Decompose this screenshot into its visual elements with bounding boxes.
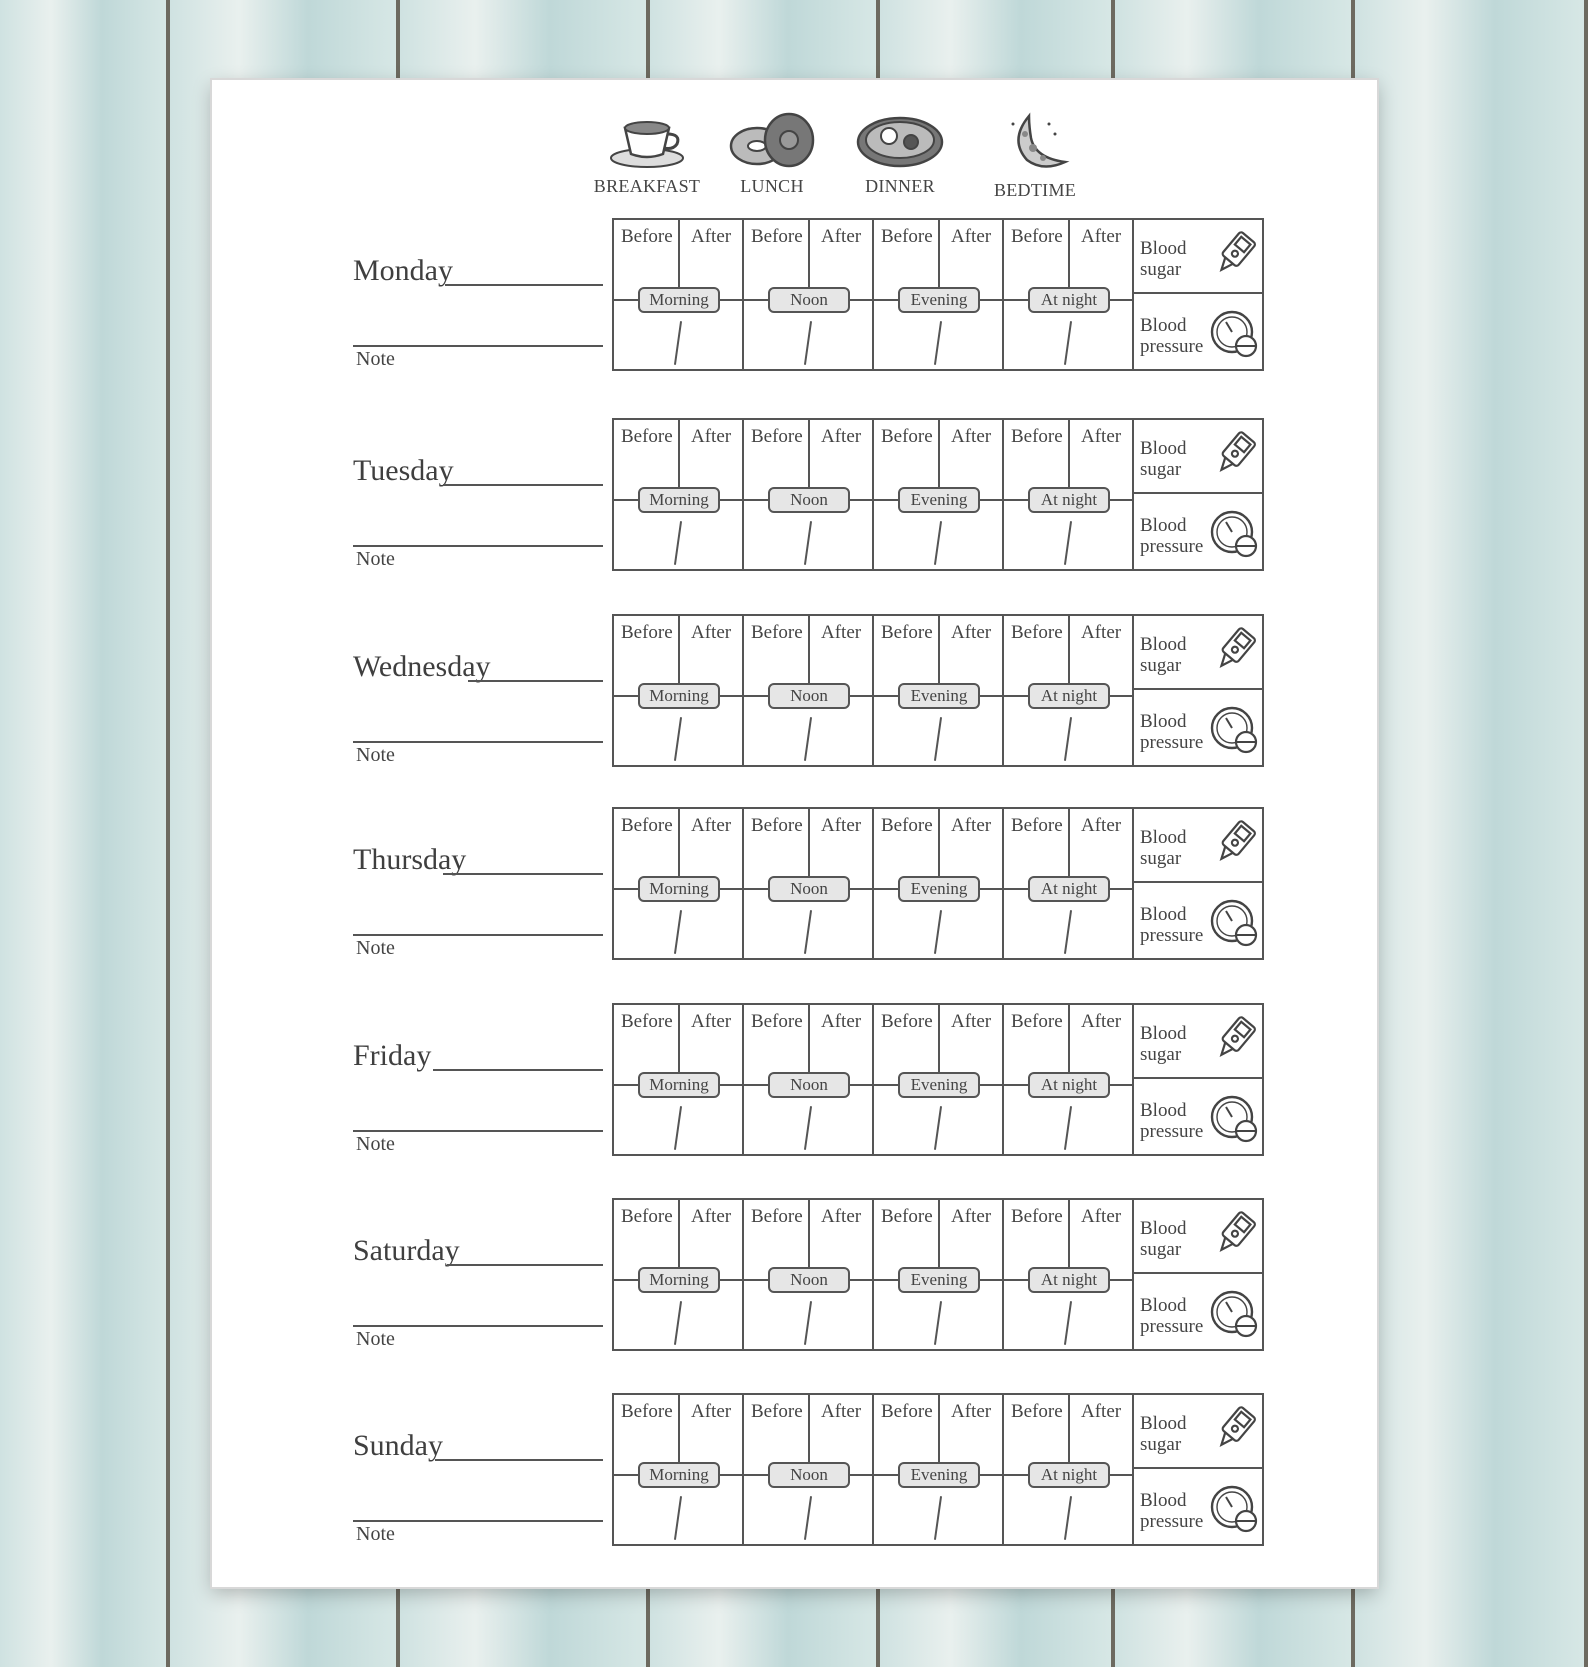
day-name: Tuesday [353,454,454,487]
after-label: After [1081,1011,1122,1032]
time-pill-3: Evening [898,287,980,313]
before-label: Before [1011,1011,1063,1032]
before-label: Before [1011,622,1063,643]
before-label: Before [881,622,933,643]
blood-sugar-label: Blood sugar [1140,1218,1187,1260]
after-label: After [951,1206,992,1227]
time-pill-4: At night [1028,1072,1110,1098]
pressure-gauge-icon [1208,1284,1260,1342]
glucose-meter-icon [1206,624,1260,680]
time-pill-2: Noon [768,1267,850,1293]
after-label: After [821,1011,862,1032]
reading-separator [1064,321,1072,365]
note-write-line[interactable] [353,1325,603,1327]
time-pill-2: Noon [768,287,850,313]
reading-separator [674,321,682,365]
blood-pressure-label: Blood pressure [1140,515,1204,557]
reading-separator [674,717,682,761]
after-label: After [951,815,992,836]
blood-pressure-label: Blood pressure [1140,315,1204,357]
note-label: Note [356,1328,395,1350]
before-label: Before [621,622,673,643]
after-label: After [951,226,992,247]
blood-pressure-label: Blood pressure [1140,1295,1204,1337]
readings-grid [612,807,1264,960]
time-pill-3: Evening [898,1462,980,1488]
pressure-gauge-icon [1208,893,1260,951]
pressure-gauge-icon [1208,1479,1260,1537]
reading-separator [1064,1496,1072,1540]
before-label: Before [751,1206,803,1227]
after-label: After [821,815,862,836]
time-pill-3: Evening [898,1267,980,1293]
before-label: Before [621,1011,673,1032]
day-name: Friday [353,1039,432,1072]
reading-separator [674,1106,682,1150]
blood-pressure-label: Blood pressure [1140,904,1204,946]
reading-separator [804,717,812,761]
before-label: Before [751,226,803,247]
day-name: Monday [353,254,453,287]
meal-bedtime [970,110,1100,201]
day-name: Sunday [353,1429,443,1462]
reading-separator [804,1106,812,1150]
reading-separator [804,910,812,954]
after-label: After [821,426,862,447]
after-label: After [1081,815,1122,836]
time-pill-4: At night [1028,683,1110,709]
time-pill-1: Morning [638,1267,720,1293]
reading-separator [674,1496,682,1540]
meal-header [212,110,1377,220]
reading-separator [674,1301,682,1345]
day-write-line[interactable] [468,680,603,682]
after-label: After [1081,1401,1122,1422]
blood-sugar-label: Blood sugar [1140,238,1187,280]
readings-grid [612,1198,1264,1351]
bagel-icon [727,110,817,170]
pressure-gauge-icon [1208,304,1260,362]
readings-grid [612,418,1264,571]
after-label: After [691,622,732,643]
reading-separator [934,717,942,761]
time-pill-4: At night [1028,1267,1110,1293]
after-label: After [821,226,862,247]
after-label: After [821,622,862,643]
meal-dinner [835,110,965,197]
before-label: Before [881,1206,933,1227]
after-label: After [1081,426,1122,447]
day-write-line[interactable] [443,484,603,486]
time-pill-2: Noon [768,1072,850,1098]
day-write-line[interactable] [435,1459,603,1461]
before-label: Before [621,1206,673,1227]
after-label: After [1081,226,1122,247]
reading-separator [1064,1106,1072,1150]
after-label: After [951,426,992,447]
reading-separator [934,1106,942,1150]
after-label: After [691,426,732,447]
after-label: After [1081,1206,1122,1227]
day-name: Wednesday [353,650,491,683]
meal-breakfast [582,110,712,197]
blood-sugar-label: Blood sugar [1140,1023,1187,1065]
blood-pressure-label: Blood pressure [1140,1490,1204,1532]
before-label: Before [751,426,803,447]
glucose-meter-icon [1206,1403,1260,1459]
plate-icon [855,110,945,170]
reading-separator [934,321,942,365]
day-write-line[interactable] [445,284,603,286]
meal-label: LUNCH [740,176,804,196]
after-label: After [691,1206,732,1227]
reading-separator [934,1496,942,1540]
glucose-meter-icon [1206,228,1260,284]
time-pill-4: At night [1028,1462,1110,1488]
time-pill-1: Morning [638,1072,720,1098]
glucose-meter-icon [1206,428,1260,484]
day-name: Saturday [353,1234,460,1267]
reading-separator [674,521,682,565]
after-label: After [951,1011,992,1032]
reading-separator [674,910,682,954]
time-pill-3: Evening [898,487,980,513]
glucose-meter-icon [1206,1208,1260,1264]
time-pill-1: Morning [638,287,720,313]
meal-label: BEDTIME [993,180,1077,200]
after-label: After [951,1401,992,1422]
blood-pressure-label: Blood pressure [1140,711,1204,753]
blood-sugar-label: Blood sugar [1140,634,1187,676]
time-pill-2: Noon [768,876,850,902]
reading-separator [1064,521,1072,565]
readings-grid [612,1003,1264,1156]
day-row-wednesday [212,614,1377,769]
pressure-gauge-icon [1208,700,1260,758]
day-row-sunday [212,1393,1377,1548]
reading-separator [934,910,942,954]
before-label: Before [1011,426,1063,447]
reading-separator [1064,1301,1072,1345]
reading-separator [804,1301,812,1345]
before-label: Before [881,1011,933,1032]
note-label: Note [356,1133,395,1155]
reading-separator [934,521,942,565]
before-label: Before [621,815,673,836]
before-label: Before [751,1401,803,1422]
before-label: Before [1011,226,1063,247]
after-label: After [691,1011,732,1032]
before-label: Before [751,1011,803,1032]
day-row-thursday [212,807,1377,962]
before-label: Before [881,1401,933,1422]
time-pill-4: At night [1028,487,1110,513]
note-label: Note [356,937,395,959]
reading-separator [804,521,812,565]
day-write-line[interactable] [443,873,603,875]
day-row-friday [212,1003,1377,1158]
pressure-gauge-icon [1208,1089,1260,1147]
note-label: Note [356,1523,395,1545]
after-label: After [691,1401,732,1422]
blood-pressure-label: Blood pressure [1140,1100,1204,1142]
note-write-line[interactable] [353,345,603,347]
reading-separator [1064,910,1072,954]
note-write-line[interactable] [353,741,603,743]
before-label: Before [751,622,803,643]
day-write-line[interactable] [433,1069,603,1071]
meal-lunch [707,110,837,197]
after-label: After [691,815,732,836]
note-label: Note [356,548,395,570]
blood-sugar-label: Blood sugar [1140,438,1187,480]
day-write-line[interactable] [447,1264,603,1266]
time-pill-4: At night [1028,876,1110,902]
blood-sugar-label: Blood sugar [1140,1413,1187,1455]
note-write-line[interactable] [353,934,603,936]
readings-grid [612,1393,1264,1546]
before-label: Before [621,1401,673,1422]
before-label: Before [1011,1206,1063,1227]
blood-sugar-label: Blood sugar [1140,827,1187,869]
meal-label: BREAKFAST [593,176,701,196]
before-label: Before [751,815,803,836]
before-label: Before [621,226,673,247]
time-pill-3: Evening [898,683,980,709]
reading-separator [804,321,812,365]
note-label: Note [356,744,395,766]
day-row-saturday [212,1198,1377,1353]
after-label: After [951,622,992,643]
before-label: Before [881,426,933,447]
before-label: Before [881,815,933,836]
meal-label: DINNER [865,176,935,196]
before-label: Before [1011,815,1063,836]
note-write-line[interactable] [353,545,603,547]
reading-separator [804,1496,812,1540]
after-label: After [821,1206,862,1227]
note-write-line[interactable] [353,1520,603,1522]
moon-icon [995,110,1075,174]
time-pill-2: Noon [768,487,850,513]
glucose-meter-icon [1206,1013,1260,1069]
time-pill-1: Morning [638,1462,720,1488]
time-pill-3: Evening [898,876,980,902]
time-pill-2: Noon [768,683,850,709]
readings-grid [612,218,1264,371]
note-label: Note [356,348,395,370]
note-write-line[interactable] [353,1130,603,1132]
day-row-tuesday [212,418,1377,573]
readings-grid [612,614,1264,767]
after-label: After [691,226,732,247]
teacup-icon [607,110,687,170]
reading-separator [1064,717,1072,761]
log-sheet [212,80,1377,1587]
day-row-monday [212,218,1377,373]
pressure-gauge-icon [1208,504,1260,562]
time-pill-1: Morning [638,876,720,902]
before-label: Before [1011,1401,1063,1422]
time-pill-1: Morning [638,487,720,513]
after-label: After [1081,622,1122,643]
before-label: Before [621,426,673,447]
day-name: Thursday [353,843,467,876]
time-pill-2: Noon [768,1462,850,1488]
after-label: After [821,1401,862,1422]
time-pill-4: At night [1028,287,1110,313]
time-pill-3: Evening [898,1072,980,1098]
glucose-meter-icon [1206,817,1260,873]
time-pill-1: Morning [638,683,720,709]
before-label: Before [881,226,933,247]
reading-separator [934,1301,942,1345]
